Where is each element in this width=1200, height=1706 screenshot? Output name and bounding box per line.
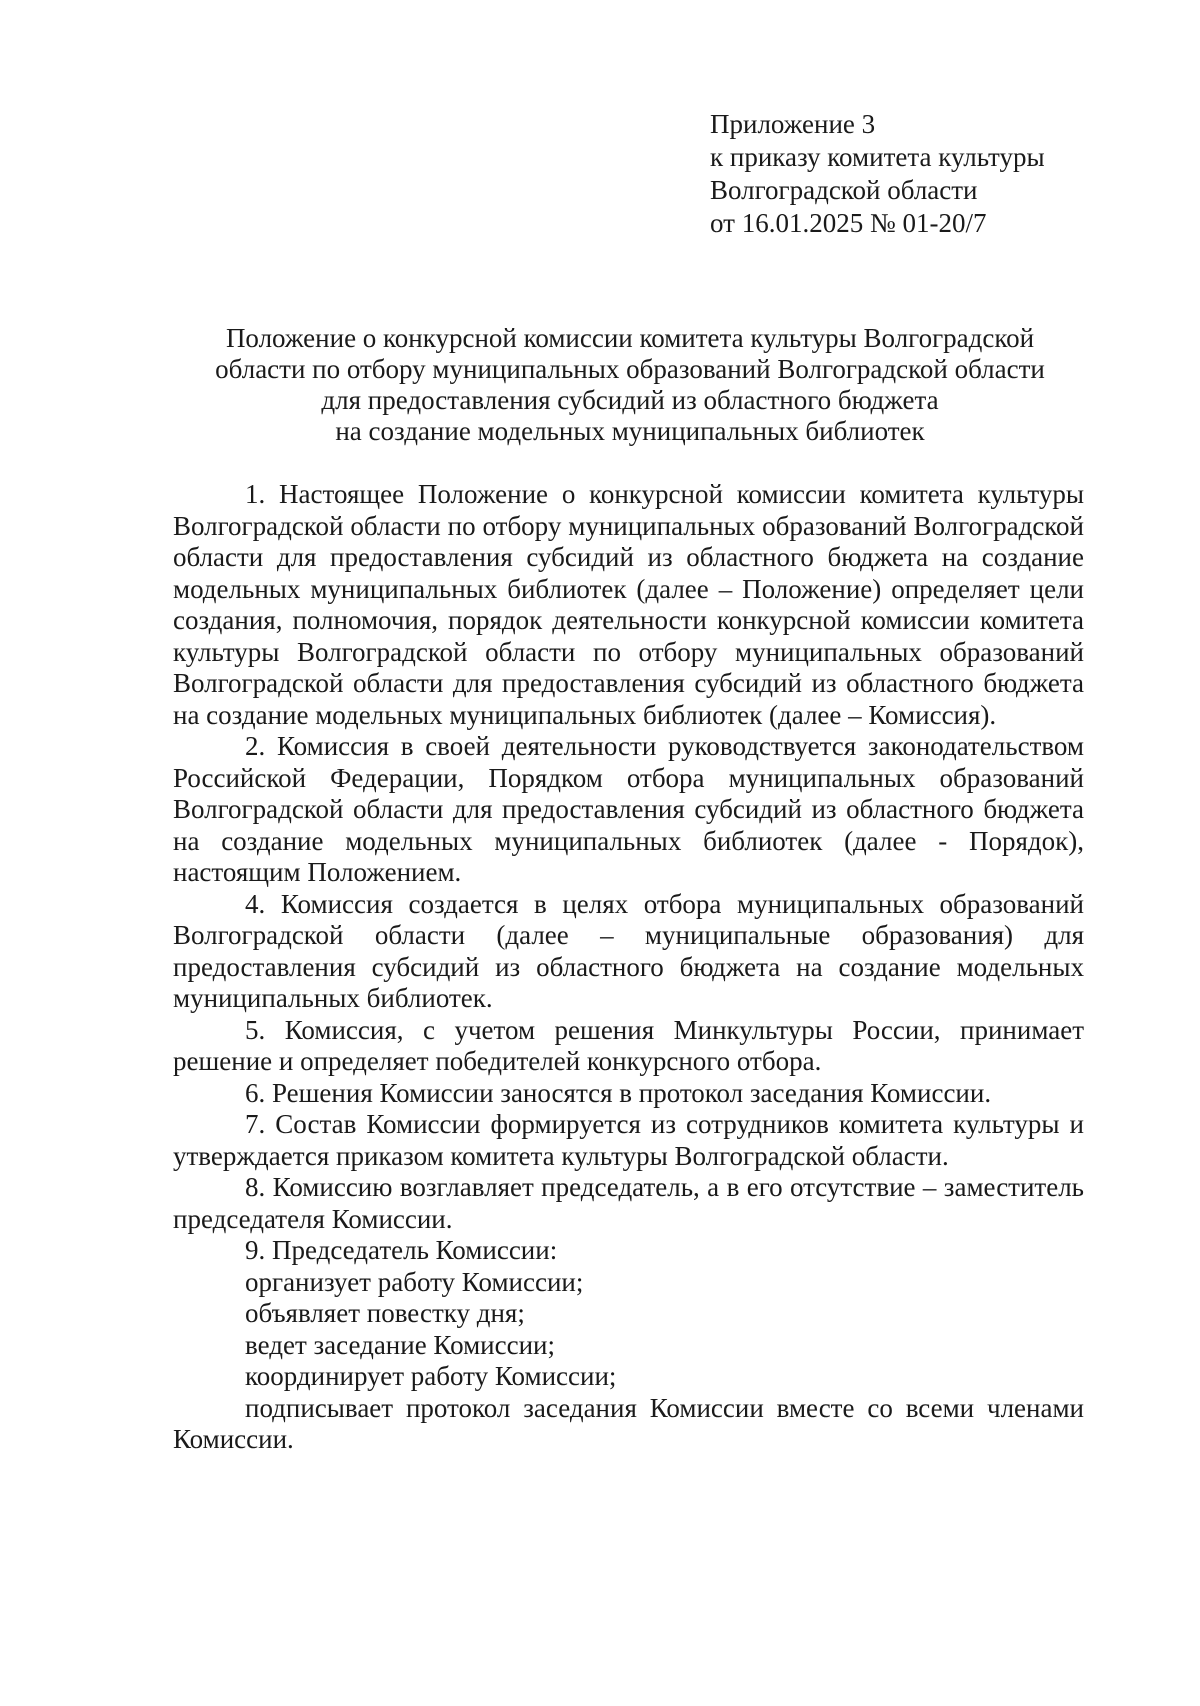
paragraph-6: 6. Решения Комиссии заносятся в протокол заседания Комиссии. xyxy=(245,1077,992,1108)
paragraph-8: 8. Комиссию возглавляет председатель, а в его отсутствие – заместитель председателя Комиссии. xyxy=(173,1172,1084,1234)
chair-duty-agenda: объявляет повестку дня; xyxy=(245,1298,525,1328)
chair-duty-sign: подписывает протокол заседания Комиссии вместе со всеми членами Комиссии. xyxy=(173,1392,1084,1454)
annex-region: Волгоградской области xyxy=(710,175,978,205)
chair-duty-organize: организует работу Комиссии; xyxy=(245,1266,584,1297)
chair-duty-coordinate: координирует работу Комиссии; xyxy=(245,1361,617,1391)
title-line-4: на создание модельных муниципальных библиотек xyxy=(335,416,925,446)
annex-number: Приложение 3 xyxy=(710,109,876,139)
title-line-2: области по отбору муниципальных образований Волгоградской области xyxy=(215,354,1045,384)
annex-date-number: от 16.01.2025 № 01-20/7 xyxy=(710,208,987,238)
paragraph-5: 5. Комиссия, с учетом решения Минкультуры России, принимает решение и определяет победителей конкурсного отбора. xyxy=(173,1014,1084,1076)
title-line-1: Положение о конкурсной комиссии комитета культуры Волгоградской xyxy=(225,323,1035,353)
paragraph-4: 4. Комиссия создается в целях отбора муниципальных образований Волгоградской области (далее – муниципальные образования) для предоставления субсидий из областного бюджета на создание модельных муниципальных библиотек. xyxy=(173,888,1084,1013)
paragraph-9: 9. Председатель Комиссии: xyxy=(245,1235,558,1265)
title-line-3: для предоставления субсидий из областного бюджета xyxy=(321,385,939,415)
annex-header xyxy=(710,108,1170,240)
chair-duty-conduct: ведет заседание Комиссии; xyxy=(245,1329,555,1360)
document-title xyxy=(170,323,1090,447)
paragraph-1: 1. Настоящее Положение о конкурсной комиссии комитета культуры Волгоградской области по отбору муниципальных образований Волгоградской области для предоставления субсидий из областного бюджета на создание модельных муниципальных библиотек (далее – Положение) определяет цели создания, полномочия, порядок деятельности конкурсной комиссии комитета культуры Волгоградской области по отбору муниципальных образований Волгоградской области для предоставления субсидий из областного бюджета на создание модельных муниципальных библиотек (далее – Комиссия). xyxy=(173,479,1084,730)
annex-order-ref: к приказу комитета культуры xyxy=(710,142,1045,172)
paragraph-2: 2. Комиссия в своей деятельности руководствуется законодательством Российской Федерации, Порядком отбора муниципальных образований Волгоградской области для предоставления субсидий из областного бюджета на создание модельных муниципальных библиотек (далее - Порядок), настоящим Положением. xyxy=(173,731,1084,887)
document-body xyxy=(173,479,1084,1456)
paragraph-7: 7. Состав Комиссии формируется из сотрудников комитета культуры и утверждается приказом комитета культуры Волгоградской области. xyxy=(173,1109,1084,1171)
